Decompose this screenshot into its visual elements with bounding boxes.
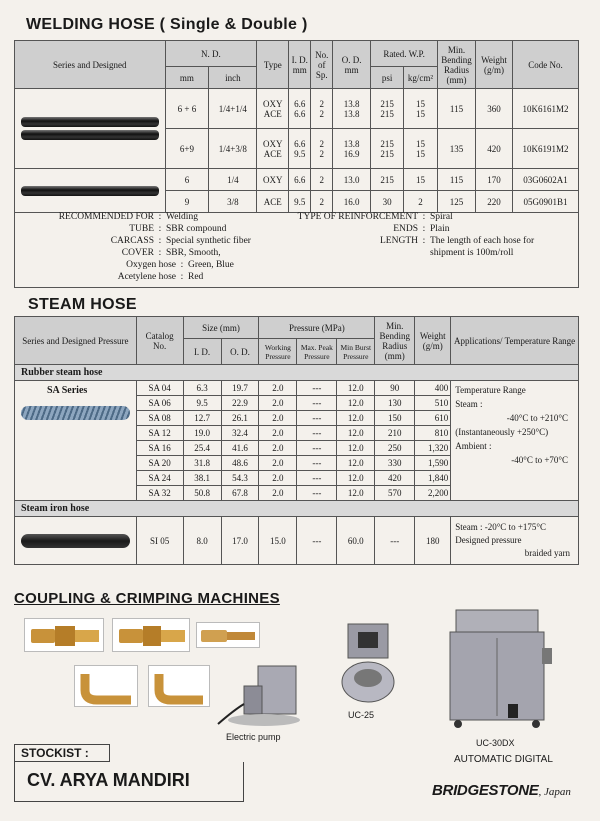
- welding-table: [14, 40, 579, 213]
- welding-notes-left: RECOMMENDED FOR : Welding TUBE : SBR compound CARCASS : Special synthetic fiber COVER : SBR, Smooth, Oxygen hose : Green, Blue Acetylene hose : Red: [44, 211, 251, 283]
- cell: OXY: [263, 98, 283, 109]
- app-line: Designed pressure: [455, 535, 522, 545]
- app-line: Temperature Range: [455, 385, 526, 395]
- cell: 215: [380, 98, 394, 109]
- stockist-company-box: [14, 762, 244, 802]
- cell: 2.0: [259, 396, 297, 411]
- col-od: O. D.: [221, 339, 259, 365]
- col-catalog: Catalog No.: [136, 317, 183, 365]
- col-pressure: Pressure (MPa): [259, 317, 375, 339]
- cell: 12.0: [337, 411, 375, 426]
- cell: 2.0: [259, 486, 297, 501]
- note-label: TUBE: [129, 224, 154, 234]
- table-row: [15, 381, 579, 396]
- cell: 6.6: [294, 98, 306, 109]
- cell: 31.8: [183, 456, 221, 471]
- cell: 210: [375, 426, 415, 441]
- cell: SA 12: [136, 426, 183, 441]
- cell: ---: [297, 486, 337, 501]
- cell: 13.8: [343, 108, 360, 119]
- cell: 400: [415, 381, 451, 396]
- cell: SI 05: [136, 517, 183, 565]
- cell: 2.0: [259, 471, 297, 486]
- cell: 2: [404, 191, 438, 213]
- cell: 510: [415, 396, 451, 411]
- cell: 12.0: [337, 381, 375, 396]
- note-label: TYPE OF REINFORCEMENT: [297, 212, 418, 222]
- cell: 2: [319, 108, 324, 119]
- app-line: -40°C to +70°C: [511, 455, 568, 465]
- cell: 15: [416, 138, 426, 149]
- cell: ---: [297, 456, 337, 471]
- cell: 12.0: [337, 396, 375, 411]
- note-value: Spiral: [430, 212, 453, 222]
- cell: 12.0: [337, 426, 375, 441]
- cell: 9.5: [183, 396, 221, 411]
- cell: SA 08: [136, 411, 183, 426]
- uc30dx-machine-icon: [442, 608, 554, 730]
- cell: 6 + 6: [165, 89, 209, 129]
- cell: 810: [415, 426, 451, 441]
- note-value: Special synthetic fiber: [166, 236, 251, 246]
- cell: 12.7: [183, 411, 221, 426]
- cell: 215: [380, 138, 394, 149]
- cell: 1/4+1/4: [209, 89, 257, 129]
- cell: 12.0: [337, 486, 375, 501]
- cell: 2: [311, 169, 333, 191]
- bridgestone-logo: [432, 782, 571, 800]
- stockist-company: CV. ARYA MANDIRI: [27, 770, 190, 790]
- note-value: shipment is 100m/roll: [430, 248, 514, 258]
- cell: 115: [438, 169, 476, 191]
- cell: 03G0602A1: [512, 169, 578, 191]
- cell: ---: [297, 381, 337, 396]
- cell: 135: [438, 129, 476, 169]
- stockist-label-box: [14, 744, 110, 762]
- cell: ---: [375, 517, 415, 565]
- note-value: Welding: [166, 212, 198, 222]
- app-line: -40°C to +210°C: [506, 413, 568, 423]
- cell: 1/4+3/8: [209, 129, 257, 169]
- cell: 16.0: [333, 191, 371, 213]
- steam-title: STEAM HOSE: [28, 296, 137, 313]
- cell: 1,320: [415, 441, 451, 456]
- note-value: The length of each hose for: [430, 236, 535, 246]
- cell: 115: [438, 89, 476, 129]
- col-series: Series and Designed: [15, 41, 166, 89]
- fitting-straight-icon: [24, 618, 104, 652]
- table-row: [15, 89, 579, 129]
- cell: 12.0: [337, 471, 375, 486]
- cell: SA 04: [136, 381, 183, 396]
- sa-series-label: SA Series: [47, 385, 88, 396]
- cell: 360: [476, 89, 513, 129]
- cell: 17.0: [221, 517, 259, 565]
- cell: 2: [311, 191, 333, 213]
- cell: 05G0901B1: [512, 191, 578, 213]
- col-bending: Min. Bending Radius (mm): [375, 317, 415, 365]
- fitting-straight-icon: [196, 622, 260, 648]
- cell: 2.0: [259, 411, 297, 426]
- cell: 2: [319, 98, 324, 109]
- cell: 2,200: [415, 486, 451, 501]
- cell: ACE: [257, 191, 289, 213]
- col-working: Working Pressure: [259, 339, 297, 365]
- cell: 60.0: [337, 517, 375, 565]
- col-bending: Min. Bending Radius (mm): [438, 41, 476, 89]
- cell: 610: [415, 411, 451, 426]
- col-series: Series and Designed Pressure: [15, 317, 137, 365]
- note-label: Oxygen hose: [126, 260, 176, 270]
- cell: SA 16: [136, 441, 183, 456]
- cell: ---: [297, 441, 337, 456]
- col-size: Size (mm): [183, 317, 259, 339]
- app-line: Steam :: [455, 399, 483, 409]
- cell: OXY: [257, 169, 289, 191]
- note-value: Plain: [430, 224, 450, 234]
- sa-hose-image: [21, 406, 130, 420]
- fitting-straight-icon: [112, 618, 190, 652]
- uc25-caption: UC-25: [348, 710, 375, 720]
- note-label: RECOMMENDED FOR: [58, 212, 154, 222]
- rubber-app: [451, 381, 579, 501]
- cell: 2.0: [259, 441, 297, 456]
- cell: ACE: [263, 108, 282, 119]
- cell: 19.7: [221, 381, 259, 396]
- col-app: Applications/ Temperature Range: [451, 317, 579, 365]
- cell: 130: [375, 396, 415, 411]
- cell: 6.6: [289, 169, 311, 191]
- cell: SA 06: [136, 396, 183, 411]
- cell: 420: [375, 471, 415, 486]
- col-psi: psi: [371, 67, 404, 89]
- brand-name: BRIDGESTONE: [432, 782, 539, 799]
- note-label: ENDS: [393, 224, 418, 234]
- note-label: Acetylene hose: [117, 272, 176, 282]
- cell: 2.0: [259, 381, 297, 396]
- col-wp: Rated. W.P.: [371, 41, 438, 67]
- col-burst: Min Burst Pressure: [337, 339, 375, 365]
- steam-iron-label: Steam iron hose: [15, 501, 579, 517]
- coupling-title: COUPLING & CRIMPING MACHINES: [14, 590, 280, 607]
- cell: 12.0: [337, 456, 375, 471]
- cell: 6: [165, 169, 209, 191]
- cell: 13.8: [343, 138, 360, 149]
- cell: 170: [476, 169, 513, 191]
- sa-series-cell: [15, 381, 137, 501]
- cell: 6.6: [294, 138, 306, 149]
- cell: 15: [416, 108, 426, 119]
- cell: SA 32: [136, 486, 183, 501]
- welding-title: WELDING HOSE ( Single & Double ): [26, 16, 308, 33]
- cell: 41.6: [221, 441, 259, 456]
- cell: 30: [371, 191, 404, 213]
- col-type: Type: [257, 41, 289, 89]
- cell: 15: [404, 169, 438, 191]
- cell: 90: [375, 381, 415, 396]
- cell: 180: [415, 517, 451, 565]
- cell: ACE: [263, 148, 282, 159]
- app-line: Steam : -20°C to +175°C: [455, 522, 546, 532]
- iron-app: [451, 517, 579, 565]
- cell: ---: [297, 471, 337, 486]
- cell: 38.1: [183, 471, 221, 486]
- cell: 250: [375, 441, 415, 456]
- cell: 220: [476, 191, 513, 213]
- cell: 67.8: [221, 486, 259, 501]
- cell: 215: [380, 108, 394, 119]
- note-label: COVER: [121, 248, 154, 258]
- cell: 32.4: [221, 426, 259, 441]
- table-row: [15, 169, 579, 191]
- cell: 125: [438, 191, 476, 213]
- cell: 16.9: [343, 148, 360, 159]
- fitting-elbow-icon: [148, 665, 210, 707]
- cell: 570: [375, 486, 415, 501]
- welding-notes-right: TYPE OF REINFORCEMENT : Spiral ENDS : Plain LENGTH : The length of each hose for shipment is 100m/roll: [282, 211, 534, 259]
- cell: 1,590: [415, 456, 451, 471]
- col-weight: Weight (g/m): [476, 41, 513, 89]
- table-row: [15, 517, 579, 565]
- cell: SA 24: [136, 471, 183, 486]
- col-peak: Max. Peak Pressure: [297, 339, 337, 365]
- note-value: SBR compound: [166, 224, 227, 234]
- app-line: Ambient :: [455, 441, 492, 451]
- col-inch: inch: [209, 67, 257, 89]
- cell: 1/4: [209, 169, 257, 191]
- cell: SA 20: [136, 456, 183, 471]
- app-line: braided yarn: [524, 548, 570, 558]
- col-mm: mm: [165, 67, 209, 89]
- cell: 19.0: [183, 426, 221, 441]
- cell: 2.0: [259, 456, 297, 471]
- col-id: I. D. mm: [289, 41, 311, 89]
- col-code: Code No.: [512, 41, 578, 89]
- cell: 9.5: [294, 148, 306, 159]
- cell: 54.3: [221, 471, 259, 486]
- col-nosp: No. of Sp.: [311, 41, 333, 89]
- cell: 6.6: [294, 108, 306, 119]
- cell: 420: [476, 129, 513, 169]
- cell: 6+9: [165, 129, 209, 169]
- cell: 48.6: [221, 456, 259, 471]
- cell: 13.8: [343, 98, 360, 109]
- cell: 9.5: [289, 191, 311, 213]
- cell: 2: [319, 138, 324, 149]
- cell: ---: [297, 517, 337, 565]
- note-value: Green, Blue: [188, 260, 234, 270]
- col-kgcm: kg/cm²: [404, 67, 438, 89]
- fitting-elbow-icon: [74, 665, 138, 707]
- double-hose-image: [15, 89, 166, 169]
- cell: 22.9: [221, 396, 259, 411]
- cell: 26.1: [221, 411, 259, 426]
- cell: 13.0: [333, 169, 371, 191]
- note-label: CARCASS: [110, 236, 154, 246]
- rubber-steam-label: Rubber steam hose: [15, 365, 579, 381]
- steam-table: [14, 316, 579, 565]
- cell: 50.8: [183, 486, 221, 501]
- cell: 6.3: [183, 381, 221, 396]
- note-value: SBR, Smooth,: [166, 248, 221, 258]
- cell: 150: [375, 411, 415, 426]
- note-value: Red: [188, 272, 204, 282]
- note-label: LENGTH: [380, 236, 418, 246]
- cell: 9: [165, 191, 209, 213]
- app-line: (Instantaneously +250°C): [455, 427, 549, 437]
- cell: 215: [380, 148, 394, 159]
- cell: 215: [371, 169, 404, 191]
- electric-pump-caption: Electric pump: [226, 732, 281, 742]
- brand-country: , Japan: [538, 786, 571, 798]
- cell: 330: [375, 456, 415, 471]
- cell: 10K6191M2: [512, 129, 578, 169]
- cell: 10K6161M2: [512, 89, 578, 129]
- cell: 12.0: [337, 441, 375, 456]
- automatic-digital-caption: AUTOMATIC DIGITAL: [454, 754, 553, 765]
- cell: 3/8: [209, 191, 257, 213]
- cell: 2: [319, 148, 324, 159]
- col-od: O. D. mm: [333, 41, 371, 89]
- uc30dx-caption: UC-30DX: [476, 738, 515, 748]
- cell: OXY: [263, 138, 283, 149]
- stockist-label: STOCKIST :: [21, 746, 89, 760]
- iron-hose-image: [15, 517, 137, 565]
- cell: 15: [416, 148, 426, 159]
- cell: 25.4: [183, 441, 221, 456]
- cell: ---: [297, 411, 337, 426]
- cell: ---: [297, 426, 337, 441]
- cell: 15.0: [259, 517, 297, 565]
- cell: 1,840: [415, 471, 451, 486]
- cell: 15: [416, 98, 426, 109]
- col-id: I. D.: [183, 339, 221, 365]
- cell: 2.0: [259, 426, 297, 441]
- cell: 8.0: [183, 517, 221, 565]
- uc25-machine-icon: [338, 620, 400, 710]
- col-weight: Weight (g/m): [415, 317, 451, 365]
- col-nd: N. D.: [165, 41, 257, 67]
- cell: ---: [297, 396, 337, 411]
- electric-pump-icon: [214, 660, 314, 732]
